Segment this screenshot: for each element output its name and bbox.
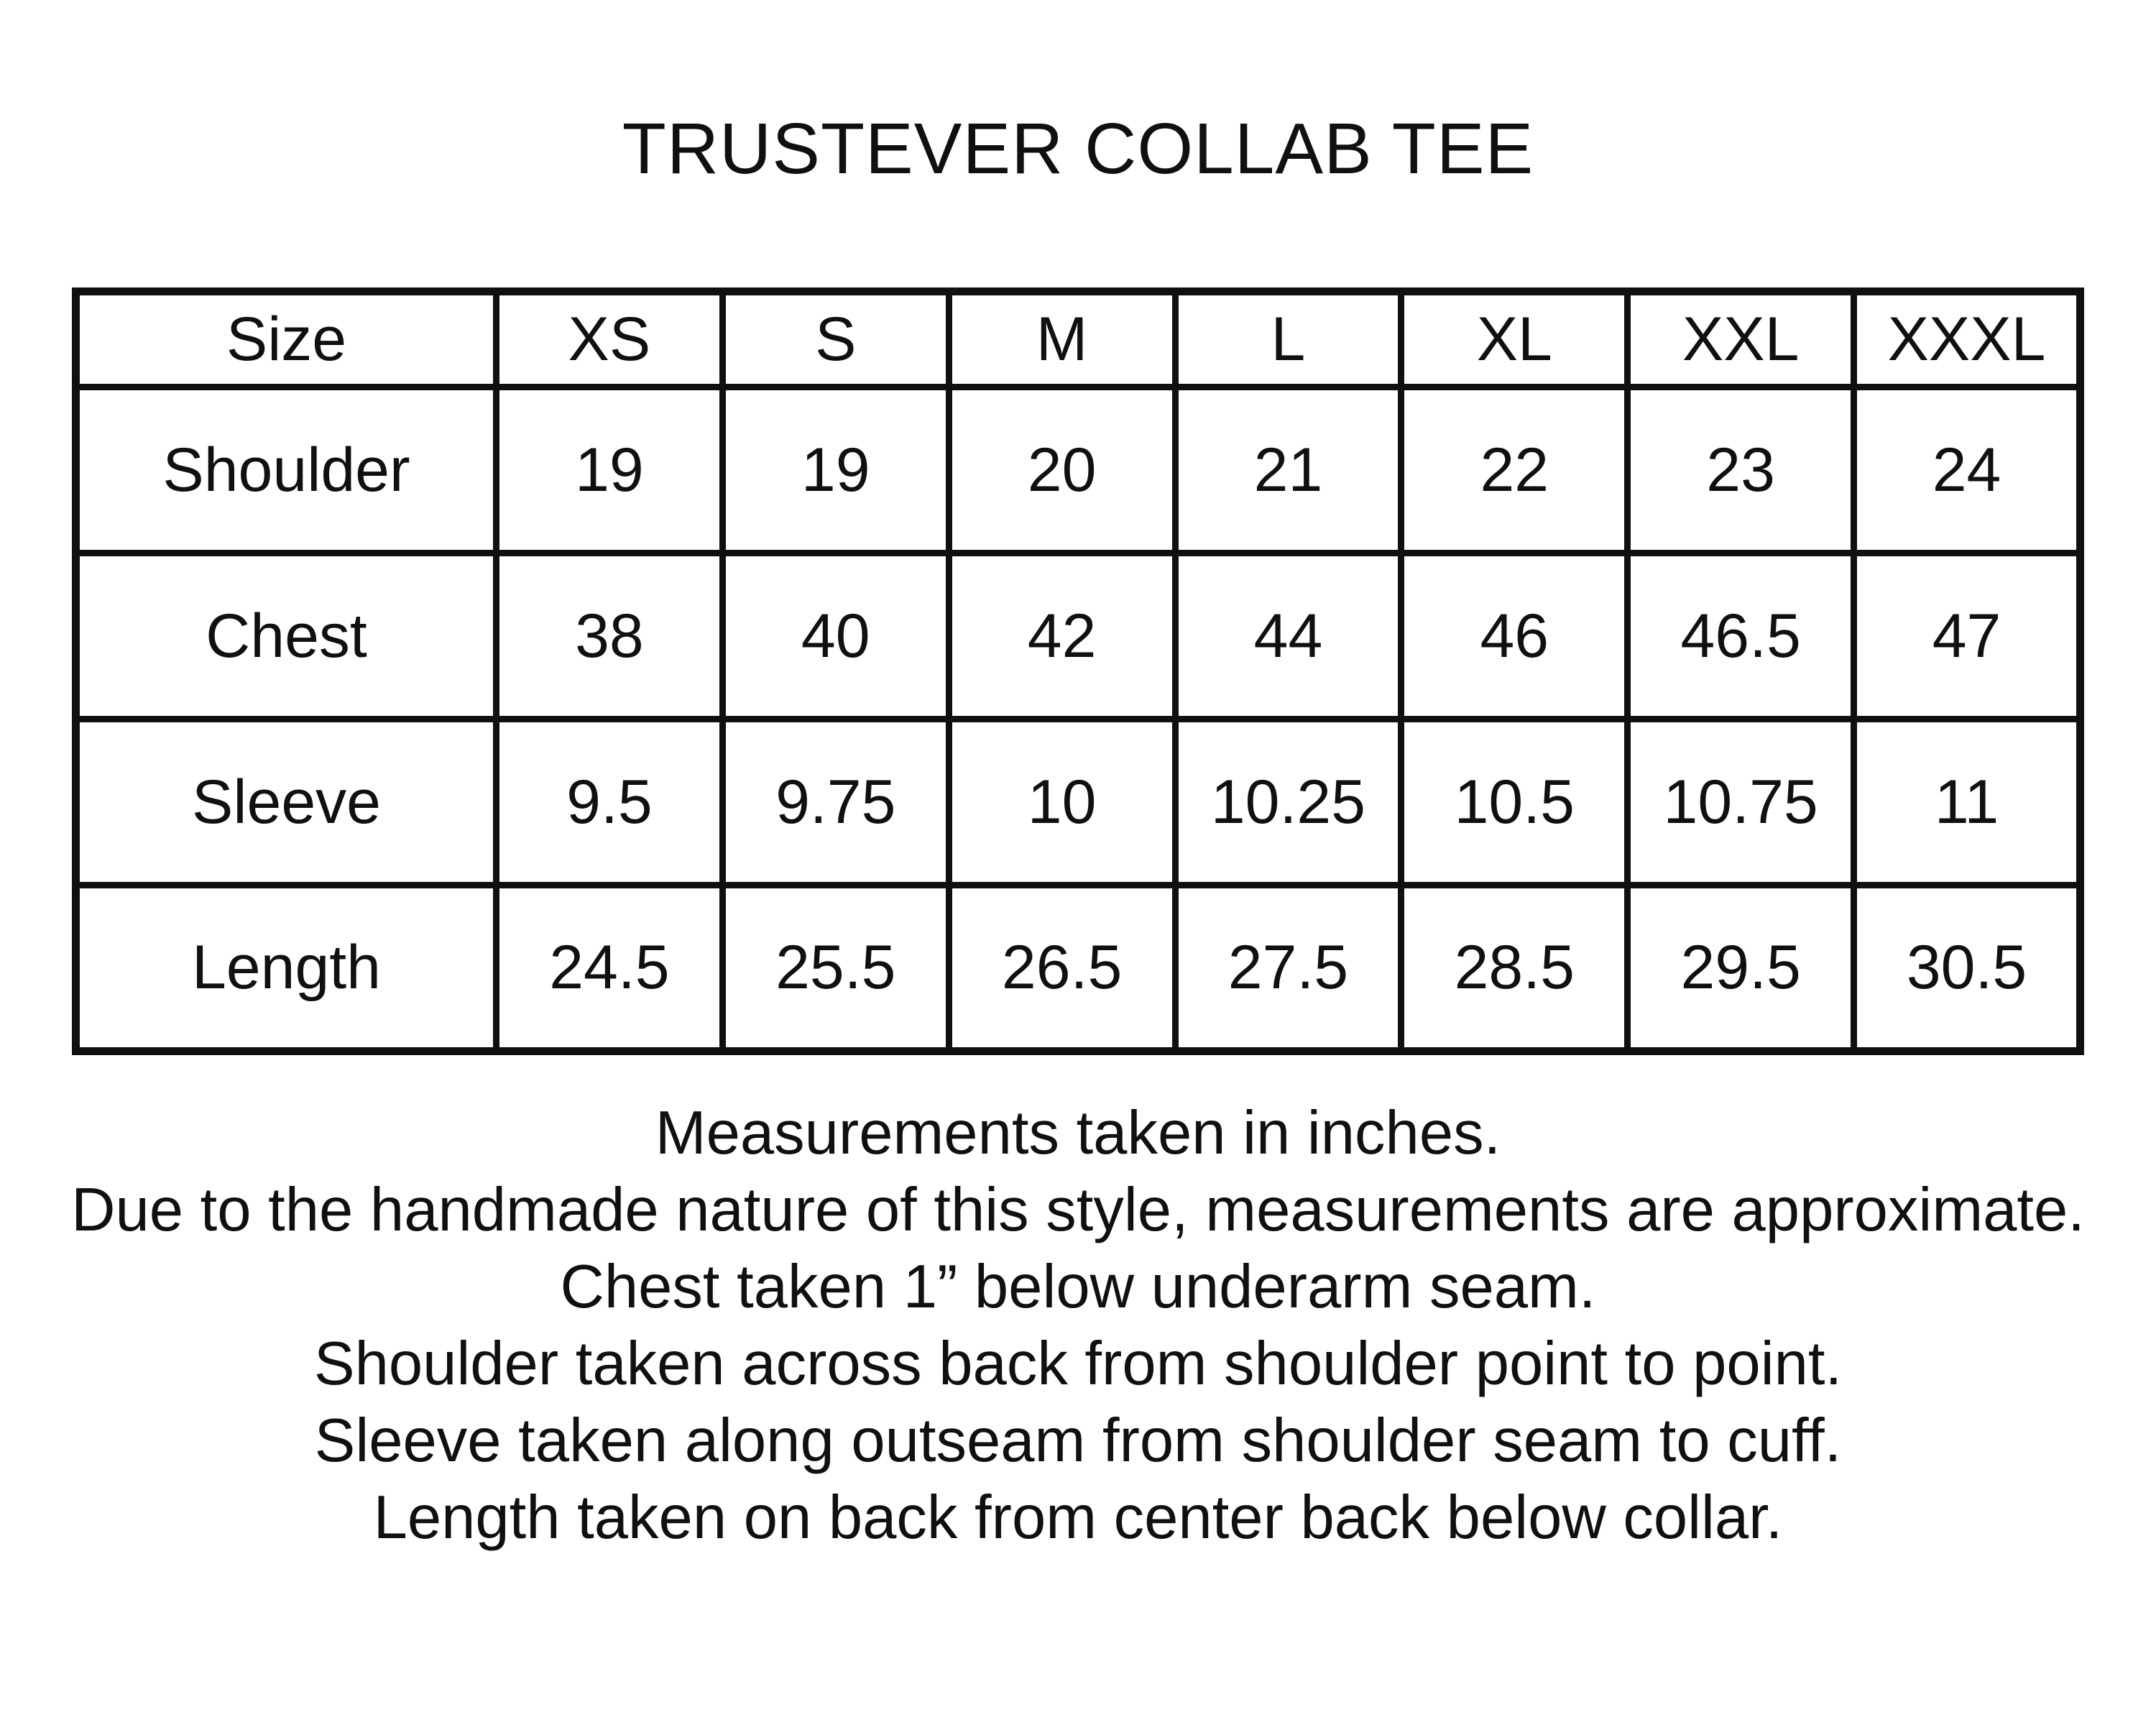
cell-chest-s: 40 [722, 553, 949, 719]
cell-length-s: 25.5 [722, 886, 949, 1052]
note-chest: Chest taken 1” below underarm seam. [560, 1253, 1596, 1321]
cell-length-xl: 28.5 [1401, 886, 1628, 1052]
table-row-length [76, 886, 2081, 1052]
cell-chest-xs: 38 [497, 553, 723, 719]
cell-length-l: 27.5 [1175, 886, 1401, 1052]
note-sleeve: Sleeve taken along outseam from shoulder seam to cuff. [314, 1407, 1842, 1475]
cell-sleeve-xl: 10.5 [1401, 719, 1628, 886]
header-cell-xl: XL [1401, 292, 1628, 387]
cell-chest-l: 44 [1175, 553, 1401, 719]
cell-length-xs: 24.5 [497, 886, 723, 1052]
cell-chest-xxl: 46.5 [1628, 553, 1854, 719]
cell-shoulder-m: 20 [949, 387, 1175, 553]
row-label-shoulder: Shoulder [76, 387, 497, 553]
cell-chest-xxxl: 47 [1854, 553, 2081, 719]
table-row-chest [76, 553, 2081, 719]
table-row-shoulder [76, 387, 2081, 553]
cell-sleeve-m: 10 [949, 719, 1175, 886]
cell-length-xxl: 29.5 [1628, 886, 1854, 1052]
cell-sleeve-xs: 9.5 [497, 719, 723, 886]
header-cell-xs: XS [497, 292, 723, 387]
header-cell-size: Size [76, 292, 497, 387]
note-length: Length taken on back from center back below collar. [373, 1484, 1783, 1552]
size-chart-page [0, 108, 2156, 1725]
cell-sleeve-l: 10.25 [1175, 719, 1401, 886]
note-units: Measurements taken in inches. [655, 1099, 1501, 1167]
table-header-row [76, 292, 2081, 387]
cell-shoulder-xxxl: 24 [1854, 387, 2081, 553]
measurement-notes [14, 1095, 2142, 1556]
note-shoulder: Shoulder taken across back from shoulder point to point. [313, 1330, 1843, 1398]
cell-sleeve-xxxl: 11 [1854, 719, 2081, 886]
note-handmade: Due to the handmade nature of this style, measurements are approximate. [71, 1176, 2085, 1244]
cell-length-xxxl: 30.5 [1854, 886, 2081, 1052]
cell-shoulder-xxl: 23 [1628, 387, 1854, 553]
cell-shoulder-xs: 19 [497, 387, 723, 553]
row-label-chest: Chest [76, 553, 497, 719]
cell-shoulder-s: 19 [722, 387, 949, 553]
cell-chest-m: 42 [949, 553, 1175, 719]
cell-shoulder-xl: 22 [1401, 387, 1628, 553]
header-cell-s: S [722, 292, 949, 387]
cell-shoulder-l: 21 [1175, 387, 1401, 553]
header-cell-xxxl: XXXL [1854, 292, 2081, 387]
header-cell-xxl: XXL [1628, 292, 1854, 387]
table-row-sleeve [76, 719, 2081, 886]
row-label-length: Length [76, 886, 497, 1052]
page-title: TRUSTEVER COLLAB TEE [622, 109, 1534, 189]
cell-length-m: 26.5 [949, 886, 1175, 1052]
cell-sleeve-s: 9.75 [722, 719, 949, 886]
cell-sleeve-xxl: 10.75 [1628, 719, 1854, 886]
header-cell-l: L [1175, 292, 1401, 387]
row-label-sleeve: Sleeve [76, 719, 497, 886]
size-chart-table [72, 288, 2084, 1055]
header-cell-m: M [949, 292, 1175, 387]
cell-chest-xl: 46 [1401, 553, 1628, 719]
